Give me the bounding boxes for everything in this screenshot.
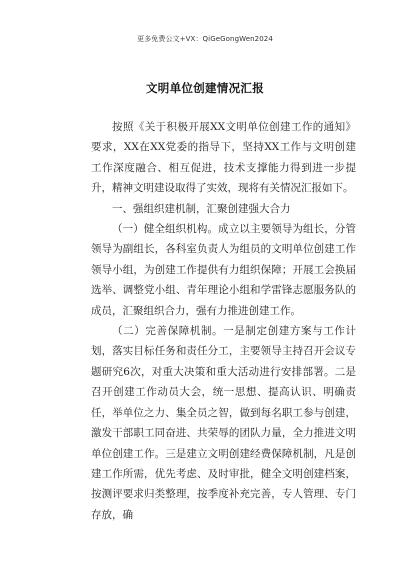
body-paragraph: （二）完善保障机制。一是制定创建方案与工作计划，落实目标任务和责任分工，主要领导主持召开会议专题研究6次，对重大决策和重大活动进行安排部署。二是召开创建工作动员大会，统一思想、提高认识、明确责任，举单位之力、集全员之智，做到每名职工参与创建，激发干部职工同奋进、共荣辱的团队力量，全力推进文明单位创建工作。三是建立文明创建经费保障机制，凡是创建工作所需，优先考虑、及时审批，健全文明创建档案，按测评要求归类整理，按季度补充完善，专人管理、专门存放，确 — [91, 325, 356, 521]
document-title: 文明单位创建情况汇报 — [146, 81, 264, 95]
document-body — [91, 117, 356, 525]
body-paragraph: （一）健全组织机构。成立以主要领导为组长，分管领导为副组长，各科室负责人为组员的文明单位创建工作领导小组，为创建工作提供有力组织保障；开展工会换届选举、调整党小组、青年理论小组和学雷锋志愿服务队的成员，汇聚组织合力，强有力推进创建工作。 — [91, 223, 356, 317]
intro-paragraph: 按照《关于积极开展XX文明单位创建工作的通知》要求，XX在XX党委的指导下，坚持XX工作与文明创建工作深度融合、相互促进，技术支撑能力得到进一步提升，精神文明建设取得了实效，现将有关情况汇报如下。 — [91, 121, 356, 195]
section-heading: 一、强组织建机制，汇聚创建强大合力 — [112, 202, 291, 215]
header-note: 更多免费公文+VX：QiGeGongWen2024 — [137, 35, 273, 43]
